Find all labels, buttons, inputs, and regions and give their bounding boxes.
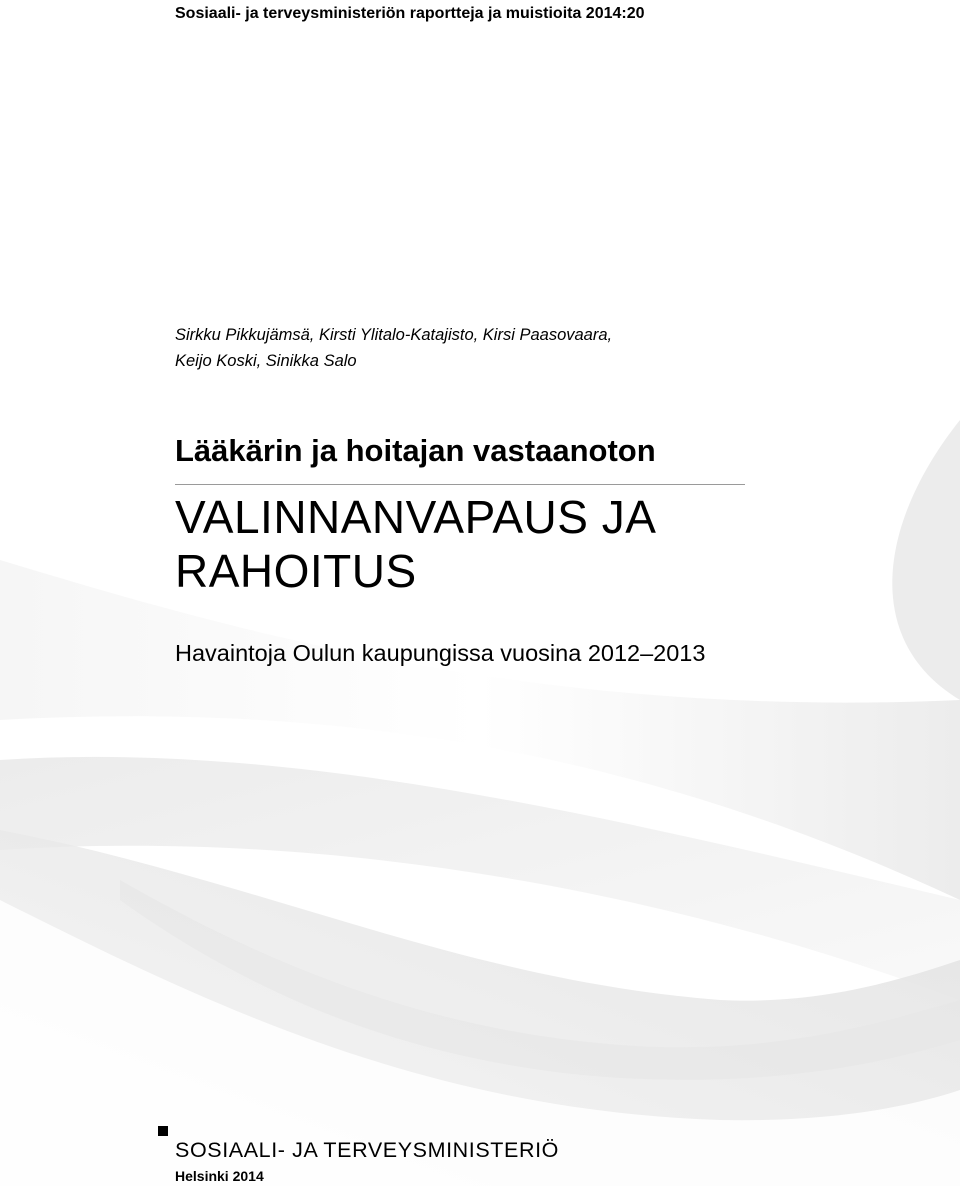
author-list: [175, 322, 775, 374]
main-title-line-2: RAHOITUS: [175, 545, 417, 597]
ministry-logo-square-icon: [158, 1126, 168, 1136]
main-title-line-1: VALINNANVAPAUS JA: [175, 491, 657, 543]
report-series: Sosiaali- ja terveysministeriön raportteja ja muistioita 2014:20: [175, 5, 645, 22]
report-subtitle: Lääkärin ja hoitajan vastaanoton: [175, 433, 656, 468]
authors-line-2: Keijo Koski, Sinikka Salo: [175, 352, 357, 370]
title-divider: [175, 484, 745, 485]
authors-line-1: Sirkku Pikkujämsä, Kirsti Ylitalo-Katajisto, Kirsi Paasovaara,: [175, 326, 613, 344]
publication-place-year: Helsinki 2014: [175, 1168, 264, 1184]
report-tagline: Havaintoja Oulun kaupungissa vuosina 2012–2013: [175, 640, 706, 666]
ministry-name: SOSIAALI- JA TERVEYSMINISTERIÖ: [175, 1138, 560, 1162]
report-main-title: [175, 490, 775, 598]
